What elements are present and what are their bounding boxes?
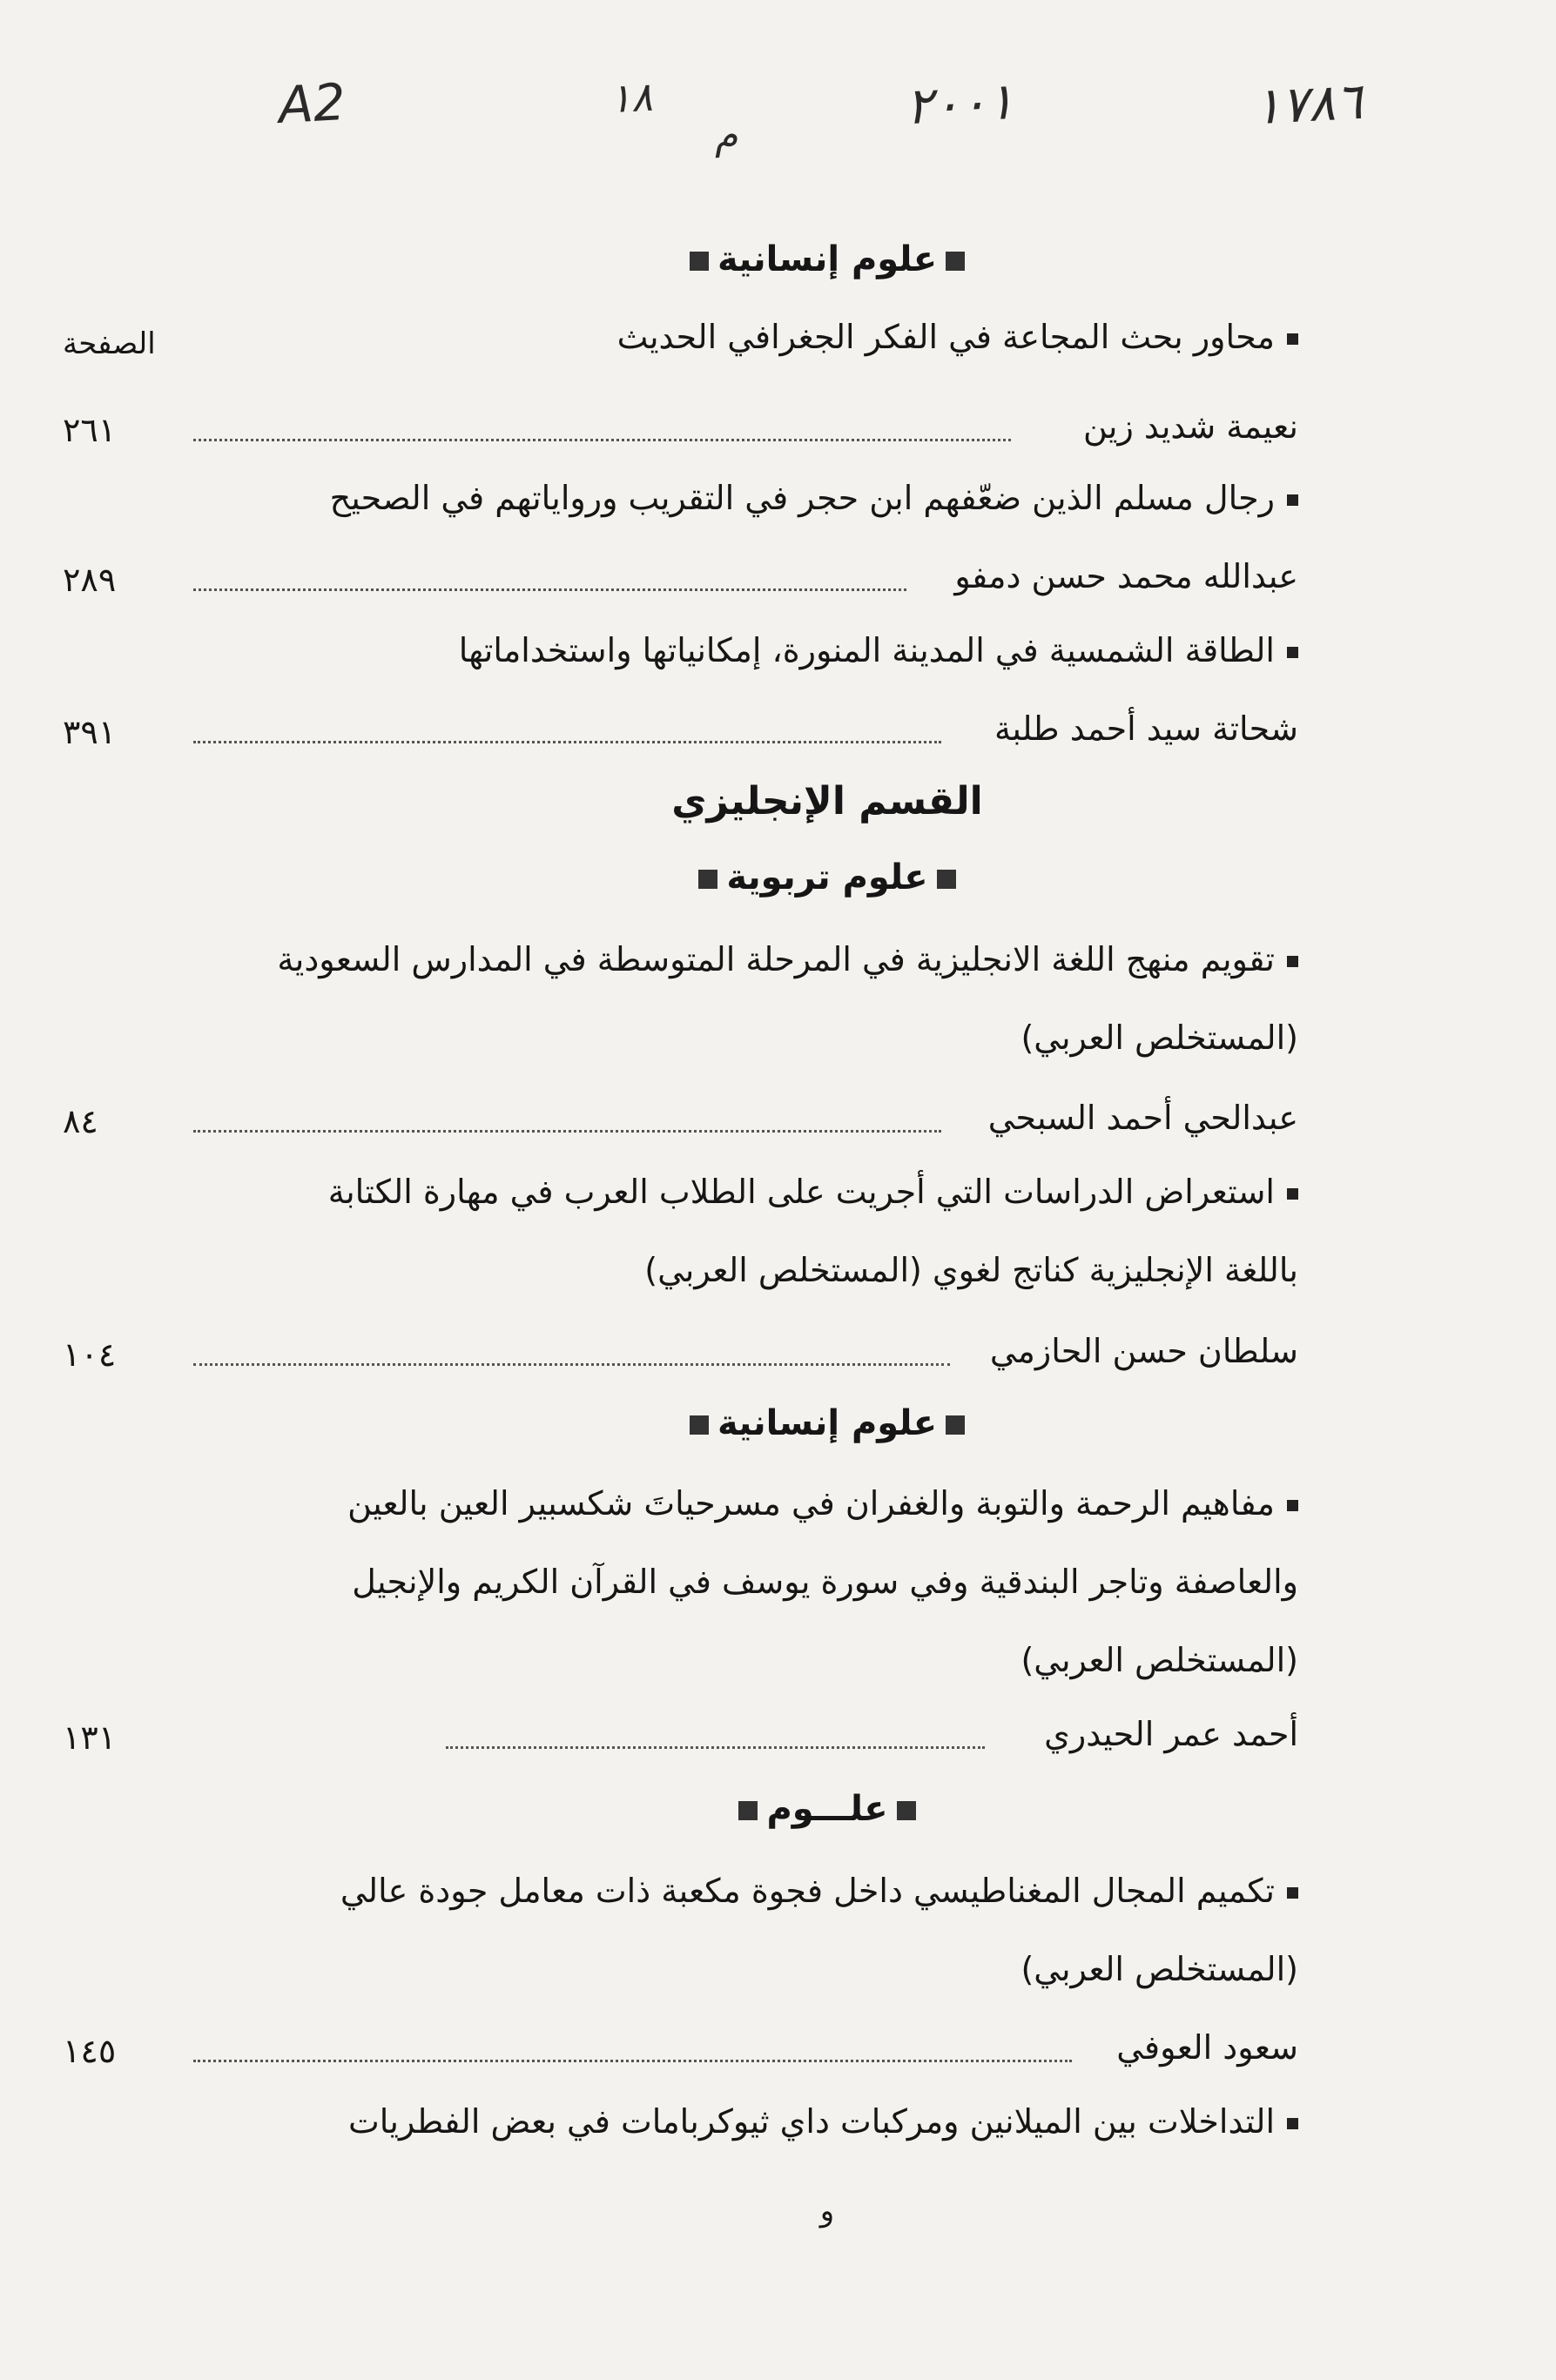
- section-heading: [261, 239, 1393, 279]
- leader-dots: [193, 2060, 1072, 2062]
- square-icon: [698, 870, 717, 889]
- bullet-icon: [1287, 956, 1298, 967]
- bullet-icon: [1287, 494, 1298, 506]
- bullet-icon: [1287, 1887, 1298, 1899]
- section-label: علوم إنسانية: [717, 1403, 938, 1443]
- bullet-icon: [1287, 1500, 1298, 1511]
- entry-page-number: ١٤٥: [63, 2032, 117, 2070]
- entry-author-row: [63, 2028, 1298, 2077]
- section-heading: [261, 857, 1393, 898]
- section-label: علـــوم: [766, 1789, 888, 1829]
- entry-title: تقويم منهج اللغة الانجليزية في المرحلة المتوسطة في المدارس السعودية: [277, 940, 1298, 978]
- entry-page-number: ١٠٤: [63, 1335, 117, 1374]
- entry-title: مفاهيم الرحمة والتوبة والغفران في مسرحياتَ شكسبير العين بالعين: [347, 1484, 1298, 1523]
- square-icon: [937, 870, 956, 889]
- entry-author: عبدالله محمد حسن دمفو: [954, 557, 1298, 595]
- bullet-icon: [1287, 1188, 1298, 1200]
- entry-title-cont: باللغة الإنجليزية كناتج لغوي (المستخلص العربي): [644, 1251, 1298, 1289]
- entry-author: أحمد عمر الحيدري: [1044, 1715, 1298, 1753]
- entry-title: استعراض الدراسات التي أجريت على الطلاب العرب في مهارة الكتابة: [328, 1173, 1298, 1211]
- entry-title: تكميم المجال المغناطيسي داخل فجوة مكعبة ذات معامل جودة عالي: [340, 1872, 1298, 1910]
- entry-author-row: [63, 1715, 1298, 1764]
- entry-title-cont: (المستخلص العربي): [1020, 1950, 1298, 1988]
- square-icon: [946, 1415, 965, 1435]
- entry-title: الطاقة الشمسية في المدينة المنورة، إمكانياتها واستخداماتها: [459, 631, 1298, 669]
- square-icon: [690, 252, 709, 271]
- entry-title: رجال مسلم الذين ضعّفهم ابن حجر في التقريب ورواياتهم في الصحيح: [330, 479, 1298, 517]
- entry-page-number: ٣٩١: [63, 713, 117, 751]
- leader-dots: [193, 588, 906, 591]
- english-section-heading: القسم الإنجليزي: [671, 779, 983, 824]
- leader-dots: [193, 741, 941, 743]
- bullet-icon: [1287, 647, 1298, 658]
- entry-author: عبدالحي أحمد السبحي: [987, 1099, 1298, 1137]
- entry-author-row: [63, 557, 1298, 606]
- handwritten-issue: ١٨: [608, 72, 654, 123]
- entry-page-number: ٢٦١: [63, 411, 117, 449]
- section-label: علوم إنسانية: [717, 239, 938, 279]
- entry-author-row: [63, 1099, 1298, 1147]
- page-column-label: الصفحة: [63, 326, 156, 361]
- entry-title-cont: والعاصفة وتاجر البندقية وفي سورة يوسف في القرآن الكريم والإنجيل: [352, 1563, 1298, 1601]
- handwritten-code: A2: [277, 72, 347, 135]
- entry-author: سلطان حسن الحازمي: [989, 1332, 1298, 1370]
- bullet-icon: [1287, 2118, 1298, 2129]
- leader-dots: [193, 1363, 950, 1366]
- page-footer-letter: و: [819, 2194, 835, 2229]
- handwritten-year: ٢٠٠١: [904, 71, 1016, 137]
- entry-title-cont: (المستخلص العربي): [1020, 1019, 1298, 1057]
- section-heading: [261, 1789, 1393, 1829]
- entry-author: سعود العوفي: [1116, 2028, 1298, 2067]
- square-icon: [946, 252, 965, 271]
- handwritten-m: م: [712, 112, 739, 158]
- entry-author: شحاتة سيد أحمد طلبة: [994, 709, 1298, 748]
- leader-dots: [446, 1746, 985, 1749]
- entry-author-row: [63, 407, 1298, 456]
- section-label: علوم تربوية: [726, 857, 928, 898]
- entry-author-row: [63, 1332, 1298, 1381]
- square-icon: [897, 1801, 916, 1820]
- leader-dots: [193, 1130, 941, 1133]
- entry-title: محاور بحث المجاعة في الفكر الجغرافي الحديث: [617, 318, 1298, 356]
- entry-page-number: ٨٤: [63, 1102, 98, 1140]
- square-icon: [690, 1415, 709, 1435]
- section-heading: [261, 1403, 1393, 1443]
- entry-author: نعيمة شديد زين: [1082, 407, 1298, 446]
- entry-page-number: ٢٨٩: [63, 561, 117, 599]
- entry-page-number: ١٣١: [63, 1718, 117, 1757]
- entry-title-cont: (المستخلص العربي): [1020, 1641, 1298, 1679]
- entry-title: التداخلات بين الميلانين ومركبات داي ثيوكربامات في بعض الفطريات: [348, 2102, 1298, 2141]
- handwritten-number: ١٧٨٦: [1252, 71, 1364, 137]
- square-icon: [738, 1801, 758, 1820]
- leader-dots: [193, 439, 1011, 441]
- entry-author-row: [63, 709, 1298, 758]
- bullet-icon: [1287, 333, 1298, 345]
